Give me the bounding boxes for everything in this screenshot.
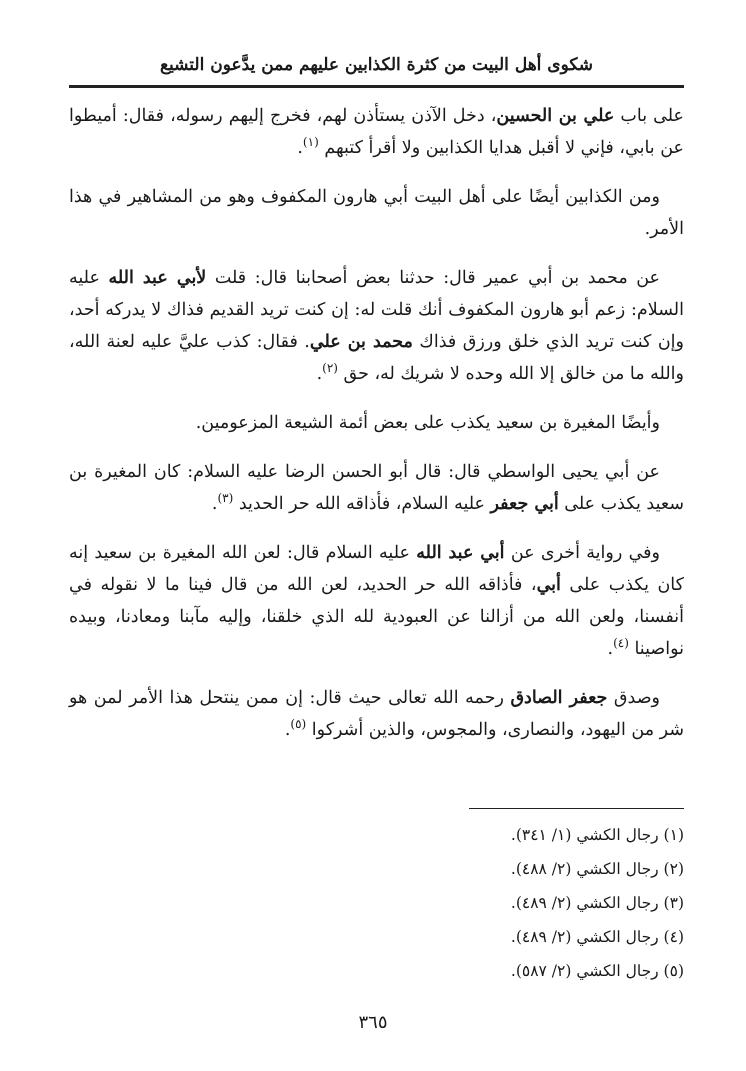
text-run: . [316, 364, 323, 384]
bold-name: أبي [536, 575, 561, 595]
footnote-reference: (٣) [217, 491, 234, 506]
paragraph [69, 262, 684, 390]
paragraph [69, 181, 684, 245]
footnote-item: (١) رجال الكشي (١/ ٣٤١). [510, 826, 684, 844]
bold-name: أبي جعفر [490, 494, 559, 514]
text-run: وفي رواية أخرى عن [504, 543, 660, 563]
bold-name: محمد بن علي [309, 332, 413, 352]
bold-name: جعفر الصادق [510, 688, 608, 708]
text-run: . [284, 720, 291, 740]
footnotes [69, 818, 684, 988]
paragraph [69, 682, 684, 746]
text-run: وصدق [607, 688, 661, 708]
footnote-reference: (٤) [613, 636, 629, 651]
paragraph [69, 100, 684, 164]
text-run: وأيضًا المغيرة بن سعيد يكذب على بعض أئمة الشيعة المزعومين. [195, 413, 660, 433]
footnote-item: (٣) رجال الكشي (٢/ ٤٨٩). [510, 894, 684, 912]
text-run: على باب [614, 106, 684, 126]
text-run: ومن الكذابين أيضًا على أهل البيت أبي هارون المكفوف وهو من المشاهير في هذا الأمر. [69, 187, 684, 239]
footnote-reference: (٥) [290, 717, 307, 732]
footnote-item: (٢) رجال الكشي (٢/ ٤٨٨). [510, 860, 684, 878]
bold-name: علي بن الحسين [496, 106, 615, 126]
text-run: ، دخل الآذن يستأذن لهم، فخرج إليهم رسوله، فقال: أميطوا عن بابي، فإني لا أقبل هدايا الكذابين ولا أقرأ كتبهم [69, 106, 684, 158]
footnote-separator [469, 808, 684, 809]
footnote-reference: (٢) [322, 361, 338, 376]
text-run: عليه السلام قال: لعن الله المغيرة بن سعيد إنه كان يكذب على [69, 543, 684, 595]
footnote-reference: (١) [302, 135, 319, 150]
text-run: رحمه الله تعالى حيث قال: إن ممن ينتحل هذا الأمر لمن هو شر من اليهود، والنصارى، والمجوس، والذين أشركوا [69, 688, 684, 740]
text-run: . [607, 639, 614, 659]
text-run: . فقال: كذب عليَّ عليه لعنة الله، والله ما من خالق إلا الله وحده لا شريك له، حق [69, 332, 684, 384]
footnote-item: (٤) رجال الكشي (٢/ ٤٨٩). [510, 928, 684, 946]
bold-name: أبي عبد الله [416, 543, 505, 563]
text-run: عليه السلام، فأذاقه الله حر الحديد [233, 494, 491, 514]
text-run: عليه السلام: زعم أبو هارون المكفوف أنك قلت له: إن كنت تريد القديم فذاك لا يدركه أحد، وإن كنت تريد الذي خلق ورزق فذاك [69, 268, 684, 352]
text-run: عن أبي يحيى الواسطي قال: قال أبو الحسن الرضا عليه السلام: كان المغيرة بن سعيد يكذب على [69, 462, 684, 514]
text-run: ، فأذاقه الله حر الحديد، لعن الله من قال فينا ما لا نقوله في أنفسنا، ولعن الله من أزالنا عن العبودية لله الذي خلقنا، وإليه مآبنا ومعادنا، وبيده نواصينا [69, 575, 684, 659]
main-text [69, 100, 684, 763]
header-rule [69, 85, 684, 88]
text-run: . [211, 494, 218, 514]
running-header: شكوى أهل البيت من كثرة الكذابين عليهم ممن يدَّعون التشيع [159, 55, 594, 75]
bold-name: لأبي عبد الله [108, 268, 207, 288]
paragraph [69, 456, 684, 520]
text-run: . [297, 138, 303, 158]
page-number: ٣٦٥ [358, 1012, 388, 1033]
footnote-item: (٥) رجال الكشي (٢/ ٥٨٧). [510, 962, 684, 980]
paragraph [69, 407, 684, 439]
paragraph [69, 537, 684, 665]
text-run: عن محمد بن أبي عمير قال: حدثنا بعض أصحابنا قال: قلت [206, 268, 660, 288]
